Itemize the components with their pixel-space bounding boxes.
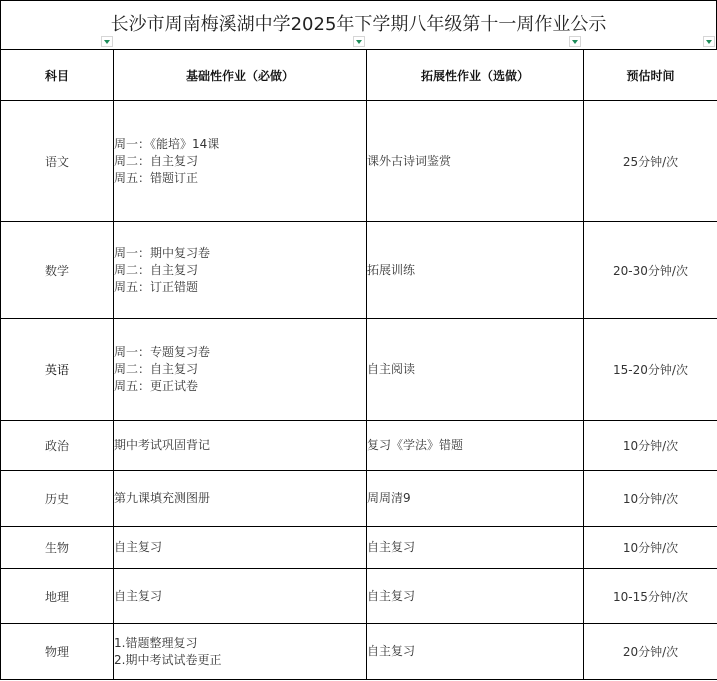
table-row — [1, 471, 717, 527]
subject-cell[interactable]: 物理 — [1, 624, 114, 680]
basic-line: 第九课填充测图册 — [114, 491, 211, 505]
extended-cell[interactable]: 复习《学法》错题 — [367, 421, 584, 471]
table-row — [1, 101, 717, 222]
header-row — [1, 50, 717, 101]
extended-cell[interactable]: 自主复习 — [367, 569, 584, 624]
subject-cell[interactable]: 英语 — [1, 319, 114, 421]
filter-button-time[interactable] — [703, 36, 715, 47]
time-cell[interactable]: 10分钟/次 — [584, 421, 717, 471]
time-cell[interactable]: 10分钟/次 — [584, 471, 717, 527]
filter-button-basic[interactable] — [353, 36, 365, 47]
basic-line: 周二：自主复习 — [114, 262, 199, 277]
basic-cell[interactable] — [114, 569, 367, 624]
basic-cell[interactable] — [114, 527, 367, 569]
homework-table — [0, 49, 717, 680]
basic-line: 周五：错题订正 — [114, 170, 199, 185]
time-cell[interactable]: 20-30分钟/次 — [584, 222, 717, 319]
filter-button-subject[interactable] — [101, 36, 113, 47]
time-cell[interactable]: 25分钟/次 — [584, 101, 717, 222]
basic-line: 周五：订正错题 — [114, 279, 199, 294]
table-row — [1, 624, 717, 680]
basic-line: 周二：自主复习 — [114, 362, 199, 376]
basic-line: 1.错题整理复习 — [114, 635, 198, 650]
extended-cell[interactable]: 自主复习 — [367, 527, 584, 569]
filter-dropdown-icon — [356, 40, 362, 44]
subject-cell[interactable]: 历史 — [1, 471, 114, 527]
table-row — [1, 319, 717, 421]
page-title: 长沙市周南梅溪湖中学2025年下学期八年级第十一周作业公示 — [110, 13, 607, 35]
basic-cell[interactable] — [114, 471, 367, 527]
extended-cell[interactable]: 自主阅读 — [367, 319, 584, 421]
time-cell[interactable]: 10-15分钟/次 — [584, 569, 717, 624]
table-row — [1, 222, 717, 319]
basic-cell[interactable] — [114, 421, 367, 471]
basic-line: 期中考试巩固背记 — [114, 438, 211, 452]
subject-cell[interactable]: 语文 — [1, 101, 114, 222]
subject-cell[interactable]: 数学 — [1, 222, 114, 319]
time-cell[interactable]: 10分钟/次 — [584, 527, 717, 569]
table-row — [1, 527, 717, 569]
filter-dropdown-icon — [104, 40, 110, 44]
basic-line: 自主复习 — [114, 588, 163, 603]
extended-cell[interactable]: 周周清9 — [367, 471, 584, 527]
extended-cell[interactable]: 拓展训练 — [367, 222, 584, 319]
basic-cell[interactable] — [114, 222, 367, 319]
subject-cell[interactable]: 政治 — [1, 421, 114, 471]
filter-dropdown-icon — [572, 40, 578, 44]
time-cell[interactable]: 20分钟/次 — [584, 624, 717, 680]
basic-cell[interactable] — [114, 101, 367, 222]
header-extended[interactable]: 拓展性作业（选做） — [367, 50, 584, 101]
filter-dropdown-icon — [706, 40, 712, 44]
table-row — [1, 569, 717, 624]
basic-line: 自主复习 — [114, 540, 163, 554]
basic-cell[interactable] — [114, 624, 367, 680]
basic-line: 周二：自主复习 — [114, 153, 199, 168]
basic-line: 2.期中考试试卷更正 — [114, 652, 222, 667]
basic-line: 周一：期中复习卷 — [114, 245, 211, 260]
filter-button-extended[interactable] — [569, 36, 581, 47]
basic-cell[interactable] — [114, 319, 367, 421]
basic-line: 周五：更正试卷 — [114, 379, 199, 393]
header-subject[interactable]: 科目 — [1, 50, 114, 101]
subject-cell[interactable]: 生物 — [1, 527, 114, 569]
basic-line: 周一：《能培》14课 — [114, 136, 220, 151]
basic-line: 周一：专题复习卷 — [114, 345, 211, 359]
subject-cell[interactable]: 地理 — [1, 569, 114, 624]
extended-cell[interactable]: 自主复习 — [367, 624, 584, 680]
table-row — [1, 421, 717, 471]
time-cell[interactable]: 15-20分钟/次 — [584, 319, 717, 421]
extended-cell[interactable]: 课外古诗词鉴赏 — [367, 101, 584, 222]
header-basic[interactable]: 基础性作业（必做） — [114, 50, 367, 101]
header-time[interactable]: 预估时间 — [584, 50, 717, 101]
